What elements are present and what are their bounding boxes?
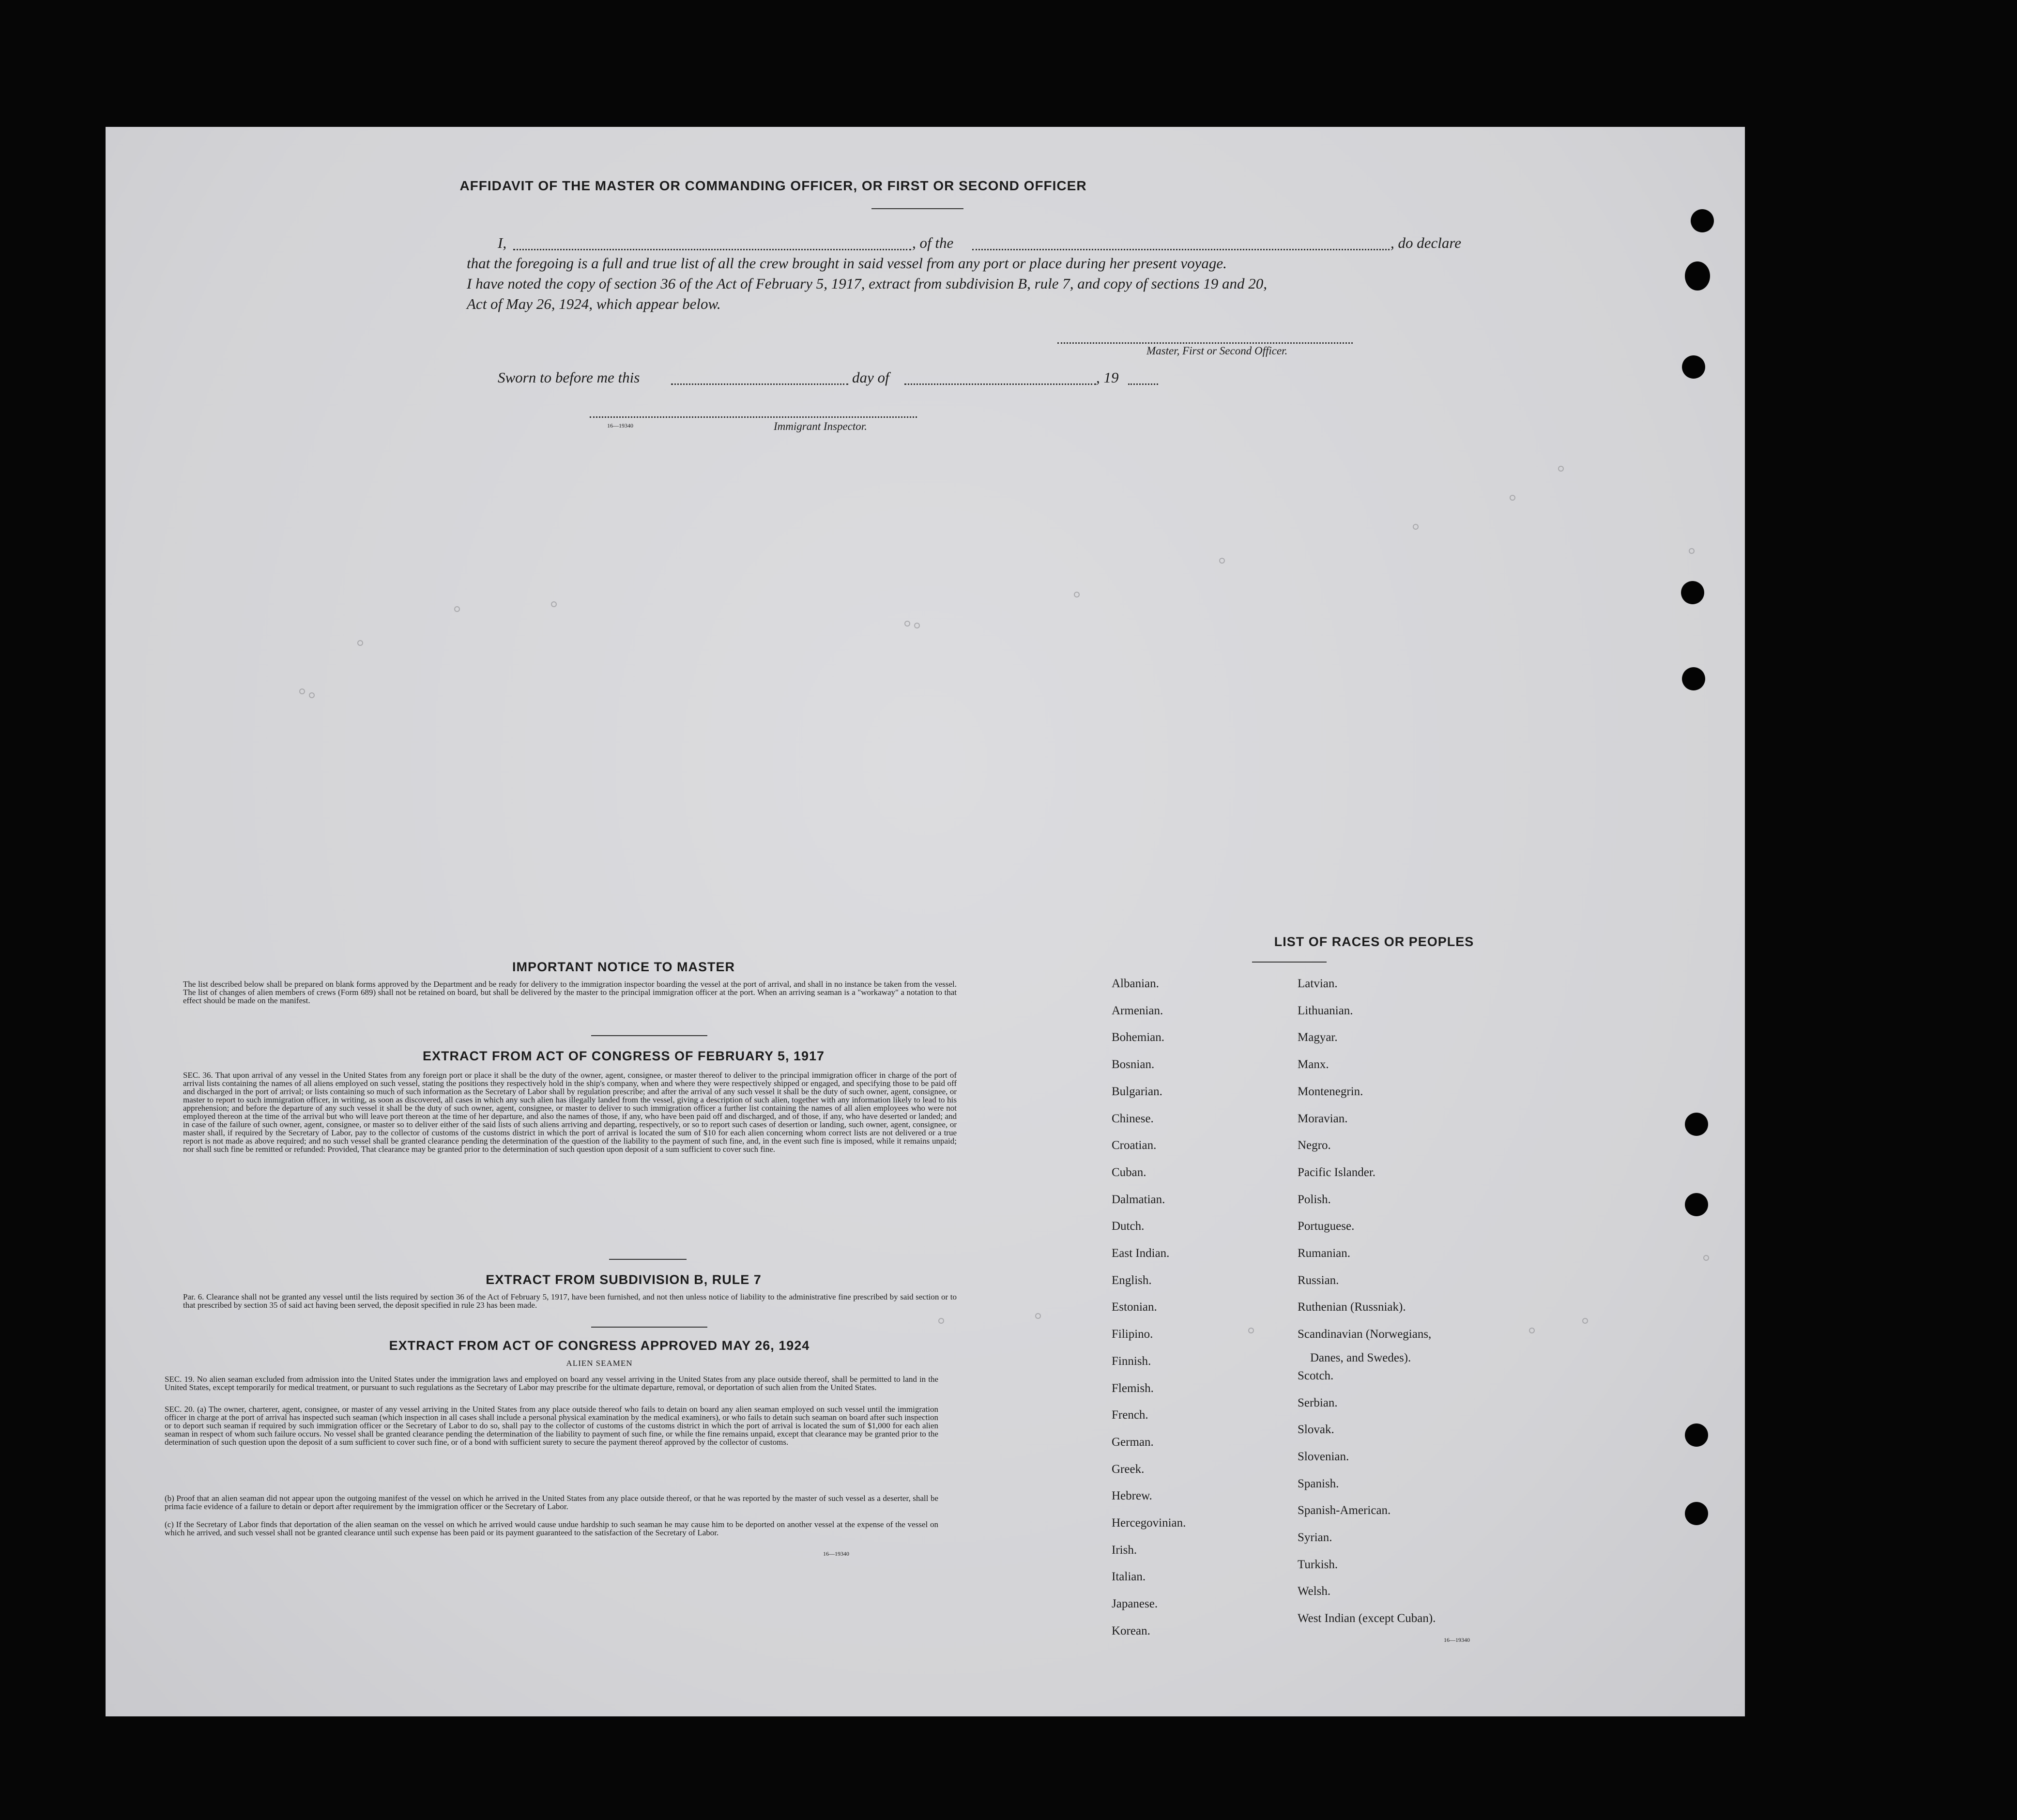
punch-hole [1685, 1502, 1708, 1525]
notice-body: The list described below shall be prepared on blank forms approved by the Department and be ready for delivery to the immigration inspector boarding the vessel at the port of arrival, and shall in no instance be taken from the vessel. The list of changes of alien members of crews (Form 689) shall not be retained on board, but shall be delivered by the master to the principal immigration officer at the port. When an arriving seaman is a "workaway" a notation to that effect should be made on the manifest. [183, 979, 957, 1005]
race-item: Dutch. [1112, 1220, 1145, 1233]
race-item: Albanian. [1112, 977, 1159, 990]
race-item: Polish. [1298, 1193, 1331, 1206]
race-item: French. [1112, 1408, 1148, 1422]
race-item: Hebrew. [1112, 1489, 1152, 1503]
inspector-signature-label: Immigrant Inspector. [774, 420, 867, 432]
punch-hole [1681, 581, 1704, 604]
document-page [106, 127, 1745, 1716]
races-rule [1252, 962, 1327, 963]
race-item: Greek. [1112, 1462, 1145, 1476]
race-item: Bulgarian. [1112, 1085, 1162, 1098]
race-item: Spanish-American. [1298, 1504, 1391, 1517]
race-item: Russian. [1298, 1273, 1339, 1287]
punch-hole [1685, 261, 1710, 291]
affidavit-of-the: , of the [912, 234, 954, 251]
sec20b-body: (b) Proof that an alien seaman did not appear upon the outgoing manifest of the vessel on which he arrived in the United States from any place outside thereof, or that he was reported by the master of such vessel as a deserter, shall be prima facie evidence of a failure to detain or deport after requirement by the immigration officer or the Secretary of Labor. [165, 1494, 938, 1511]
races-form-number: 16—19340 [1444, 1636, 1470, 1643]
race-item: Filipino. [1112, 1328, 1153, 1341]
extract-1917-rule [609, 1259, 687, 1260]
race-item: Flemish. [1112, 1381, 1154, 1395]
race-item: Cuban. [1112, 1165, 1146, 1179]
extract-form-number: 16—19340 [823, 1550, 849, 1557]
race-item: Magyar. [1298, 1031, 1338, 1044]
day-of-label: day of [852, 369, 889, 386]
race-item: Welsh. [1298, 1585, 1331, 1598]
race-item: Chinese. [1112, 1112, 1154, 1125]
year-label: , 19 [1096, 369, 1119, 386]
race-item: Dalmatian. [1112, 1193, 1165, 1206]
race-item: Moravian. [1298, 1112, 1348, 1125]
punch-hole [1682, 667, 1705, 690]
master-signature-line[interactable] [1057, 342, 1353, 344]
notice-rule [591, 1035, 707, 1036]
race-item: Rumanian. [1298, 1247, 1351, 1260]
vessel-blank[interactable] [972, 249, 1390, 250]
sworn-label: Sworn to before me this [498, 369, 640, 386]
race-item: Portuguese. [1298, 1220, 1355, 1233]
extract-1924-title: EXTRACT FROM ACT OF CONGRESS APPROVED MAY 26, 1924 [389, 1338, 810, 1353]
race-item: Croatian. [1112, 1139, 1157, 1152]
sworn-month-blank[interactable] [904, 383, 1096, 385]
race-item: Scotch. [1298, 1369, 1334, 1382]
race-item: German. [1112, 1435, 1154, 1449]
race-item: Negro. [1298, 1139, 1331, 1152]
race-item: Syrian. [1298, 1531, 1332, 1544]
race-item: Latvian. [1298, 977, 1338, 990]
punch-hole [1691, 209, 1714, 232]
race-item: Spanish. [1298, 1477, 1339, 1490]
race-item: Finnish. [1112, 1354, 1151, 1368]
race-item: Bosnian. [1112, 1058, 1155, 1071]
affidavit-line2: that the foregoing is a full and true list of all the crew brought in said vessel from any port or place during her present voyage. [467, 255, 1227, 272]
race-item: East Indian. [1112, 1247, 1170, 1260]
sec19-body: SEC. 19. No alien seaman excluded from admission into the United States under the immigration laws and employed on board any vessel arriving in the United States from any place outside thereof, shall be permitted to land in the United States, except temporarily for medical treatment, or pursuant to such regulations as the Secretary of Labor may prescribe for the ultimate departure, removal, or deportation of such alien from the United States. [165, 1375, 938, 1392]
alien-seamen-subtitle: ALIEN SEAMEN [566, 1359, 633, 1368]
rule7-title: EXTRACT FROM SUBDIVISION B, RULE 7 [486, 1272, 762, 1287]
inspector-signature-line[interactable] [590, 416, 917, 418]
affidavit-title: AFFIDAVIT OF THE MASTER OR COMMANDING OFFICER, OR FIRST OR SECOND OFFICER [459, 178, 1087, 193]
rule7-rule [591, 1327, 707, 1328]
extract-1917-body: SEC. 36. That upon arrival of any vessel in the United States from any foreign port or place it shall be the duty of the owner, agent, consignee, or master thereof to deliver to the principal immigration officer in charge of the port of arrival lists containing the names of all aliens employed on such vessel, stating the positions they respectively hold in the ship's company, when and where they were respectively shipped or engaged, and specifying those to be paid off and discharged in the port of arrival; or lists containing so much of such information as the Secretary of Labor shall by regulation prescribe; and after the arrival of any such vessel it shall be the duty of such owner, agent, consignee, or master to report to such immigration officer, in writing, as soon as discovered, all cases in which any such alien has illegally landed from the vessel, giving a description of such alien, together with any information likely to lead to his apprehension; and before the departure of any such vessel it shall be the duty of such owner, agent, consignee, or master to deliver to such immigration officer a further list containing the names of all alien employees who were not employed thereon at the time of the arrival but who will leave port thereon at the time of her departure, and also the names of those, if any, who have been paid off and discharged, and of those, if any, who have deserted or landed; and in case of the failure of such owner, agent, consignee, or master so to deliver either of the said lists of such aliens arriving and departing, respectively, or so to report such cases of desertion or landing, such owner, agent, consignee, or master shall, if required by the Secretary of Labor, pay to the collector of customs of the customs district in which the port of arrival is located the sum of $10 for each alien concerning whom correct lists are not delivered or a true report is not made as above required; and no such vessel shall be granted clearance pending the determination of the question of the liability to the payment of such fine, and, in the event such fine is imposed, while it remains unpaid; nor shall such fine be remitted or refunded: Provided, That clearance may be granted prior to the determination of such question upon deposit of a sum sufficient to cover such fine. [183, 1071, 957, 1154]
affidavit-i: I, [498, 234, 507, 251]
master-signature-label: Master, First or Second Officer. [1146, 345, 1288, 357]
race-item: Slovak. [1298, 1423, 1334, 1437]
affidavit-form-number: 16—19340 [607, 422, 633, 429]
sworn-day-blank[interactable] [671, 383, 848, 385]
race-item: Lithuanian. [1298, 1004, 1353, 1017]
sworn-year-blank[interactable] [1128, 383, 1158, 385]
punch-hole [1685, 1423, 1708, 1447]
race-item: Scandinavian (Norwegians, [1298, 1328, 1432, 1341]
sec20c-body: (c) If the Secretary of Labor finds that deportation of the alien seaman on the vessel on which he arrived would cause undue hardship to such seaman he may cause him to be deported on another vessel at the expense of the vessel on which he arrived, and such vessel shall not be granted clearance until such expense has been paid or its payment guaranteed to the satisfaction of the Secretary of Labor. [165, 1520, 938, 1537]
races-title: LIST OF RACES OR PEOPLES [1274, 934, 1474, 949]
affidavit-declare: , do declare [1391, 234, 1462, 251]
race-item: Bohemian. [1112, 1031, 1165, 1044]
race-item: English. [1112, 1273, 1152, 1287]
sec20a-body: SEC. 20. (a) The owner, charterer, agent, consignee, or master of any vessel arriving in the United States from any place outside thereof who fails to detain on board any alien seaman employed on such vessel until the immigration officer in charge at the port of arrival has inspected such seaman (which inspection in all cases shall include a personal physical examination by the medical examiners), or who fails to detain such seaman on board after such inspection or to deport such seaman if required by such immigration officer or the Secretary of Labor to do so, shall pay to the collector of customs of the customs district in which the port of arrival is located the sum of $1,000 for each alien seaman in respect of whom such failure occurs. No vessel shall be granted clearance pending the determination of the liability to payment of such fine, or while the fine remains unpaid, except that clearance may be granted prior to the determination of such question upon the deposit of a sum sufficient to cover such fine, or of a bond with sufficient surety to secure the payment thereof approved by the collector of customs. [165, 1405, 938, 1447]
race-item: Turkish. [1298, 1558, 1338, 1571]
race-item: Korean. [1112, 1624, 1150, 1637]
extract-1917-title: EXTRACT FROM ACT OF CONGRESS OF FEBRUARY 5, 1917 [422, 1049, 825, 1063]
rule7-body: Par. 6. Clearance shall not be granted any vessel until the lists required by section 36 of the Act of February 5, 1917, have been furnished, and not then unless notice of liability to the administrative fine prescribed by said section or to that prescribed by section 35 of said act having been served, the deposit specified in rule 23 has been made. [183, 1292, 957, 1310]
race-item: Japanese. [1112, 1597, 1158, 1611]
punch-hole [1685, 1193, 1708, 1216]
race-item: Pacific Islander. [1298, 1165, 1376, 1179]
race-scandinavian-cont: Danes, and Swedes). [1310, 1351, 1411, 1364]
punch-hole [1682, 355, 1705, 379]
race-item: Italian. [1112, 1570, 1146, 1584]
affidavit-line4: Act of May 26, 1924, which appear below. [467, 295, 721, 312]
affidavit-line3: I have noted the copy of section 36 of the Act of February 5, 1917, extract from subdivision B, rule 7, and copy of sections 19 and 20, [467, 275, 1268, 292]
race-item: Slovenian. [1298, 1450, 1349, 1463]
race-item: Irish. [1112, 1543, 1137, 1557]
punch-hole [1685, 1113, 1708, 1136]
title-rule [871, 208, 963, 209]
race-item: Estonian. [1112, 1300, 1157, 1314]
notice-title: IMPORTANT NOTICE TO MASTER [512, 960, 735, 974]
race-item: Hercegovinian. [1112, 1516, 1186, 1529]
race-item: Armenian. [1112, 1004, 1163, 1017]
name-blank[interactable] [513, 249, 911, 250]
race-item: West Indian (except Cuban). [1298, 1612, 1436, 1625]
race-item: Ruthenian (Russniak). [1298, 1300, 1406, 1314]
race-item: Manx. [1298, 1058, 1329, 1071]
race-item: Serbian. [1298, 1396, 1338, 1409]
race-item: Montenegrin. [1298, 1085, 1363, 1098]
